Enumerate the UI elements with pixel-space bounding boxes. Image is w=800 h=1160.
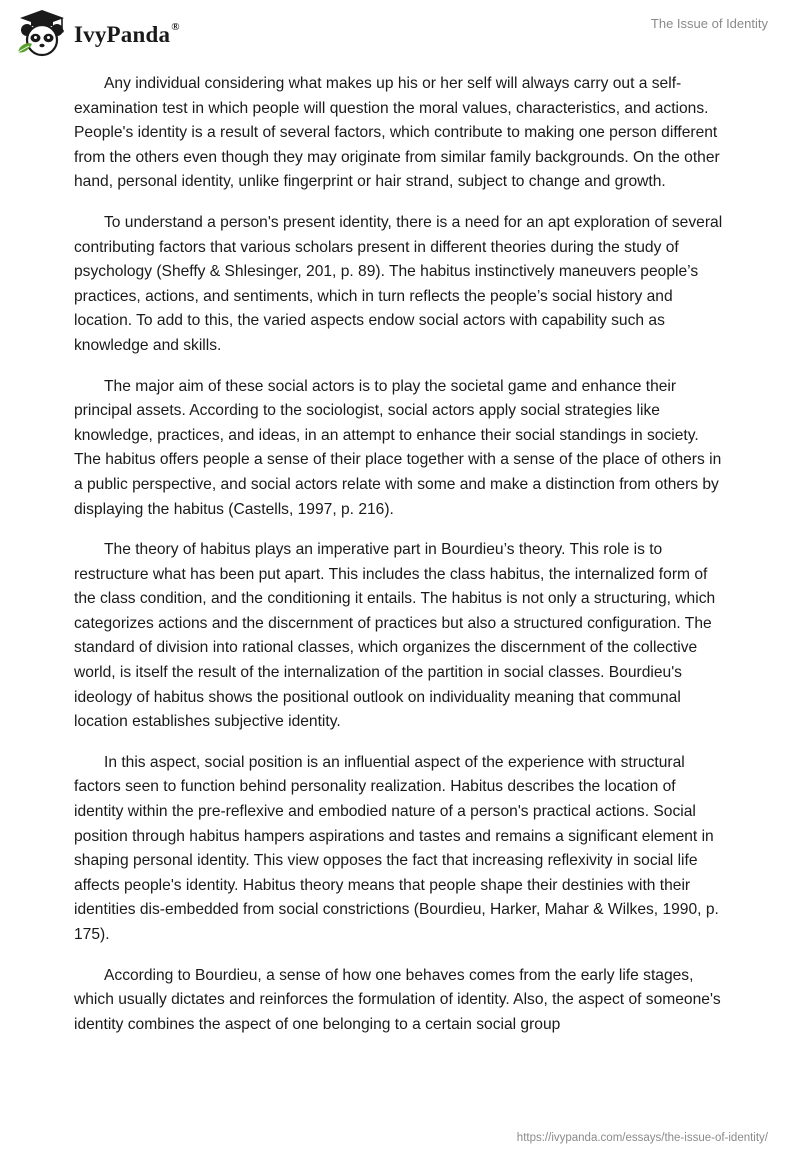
- essay-body: [74, 72, 724, 1053]
- running-title: The Issue of Identity: [650, 16, 768, 31]
- footer-url[interactable]: https://ivypanda.com/essays/the-issue-of-identity/: [516, 1132, 768, 1144]
- panda-graduate-icon: [14, 8, 70, 60]
- paragraph: The theory of habitus plays an imperative part in Bourdieu’s theory. This role is to restructure what has been put apart. This includes the class habitus, the internalized form of the class condition, and the conditioning it entails. The habitus is not only a structuring, which categorizes actions and the discernment of practices but also a structured configuration. The standard of division into rational classes, which organizes the discernment of the collective world, is itself the result of the internalization of the partition in social classes. Bourdieu's ideology of habitus shows the positional outlook on individuality meaning that communal location establishes subjective identity.: [74, 541, 716, 731]
- paragraph: To understand a person's present identity, there is a need for an apt exploration of several contributing factors that various scholars present in different theories during the study of psychology (Sheffy & Shlesinger, 201, p. 89). The habitus instinctively maneuvers people’s practices, actions, and sentiments, which in turn reflects the people’s social history and location. To add to this, the varied aspects endow social actors with capability such as knowledge and skills.: [74, 213, 723, 354]
- page-header: [0, 0, 800, 70]
- paragraph: In this aspect, social position is an influential aspect of the experience with structural factors seen to function behind personality realization. Habitus describes the location of identity within the pre-reflexive and embodied nature of a person's practical actions. Social position through habitus hampers aspirations and tastes and remains a significant element in shaping personal identity. This view opposes the fact that increasing reflexivity in social life affects people's identity. Habitus theory means that people shape their destinies with their identities dis-embedded from social constrictions (Bourdieu, Harker, Mahar & Wilkes, 1990, p. 175).: [74, 753, 719, 943]
- paragraph: The major aim of these social actors is to play the societal game and enhance their principal assets. According to the sociologist, social actors apply social strategies like knowledge, practices, and ideas, in an attempt to enhance their social standings in society. The habitus offers people a sense of their place together with a sense of the place of others in a public perspective, and social actors relate with some and make a distinction from others by displaying the habitus (Castells, 1997, p. 216).: [74, 377, 722, 518]
- paragraph: Any individual considering what makes up his or her self will always carry out a self-examination test in which people will question the moral values, characteristics, and actions. People's identity is a result of several factors, which contribute to making one person different from the others even though they may originate from similar family backgrounds. On the other hand, personal identity, unlike fingerprint or hair strand, subject to change and growth.: [74, 75, 720, 191]
- registered-mark: ®: [171, 21, 180, 34]
- brand-logo[interactable]: [14, 8, 180, 60]
- paragraph: According to Bourdieu, a sense of how one behaves comes from the early life stages, which usually dictates and reinforces the formulation of identity. Also, the aspect of someone's identity combines the aspect of one belonging to a certain social group: [74, 966, 721, 1033]
- brand-name-text: IvyPanda: [74, 22, 171, 47]
- brand-name: [74, 22, 180, 48]
